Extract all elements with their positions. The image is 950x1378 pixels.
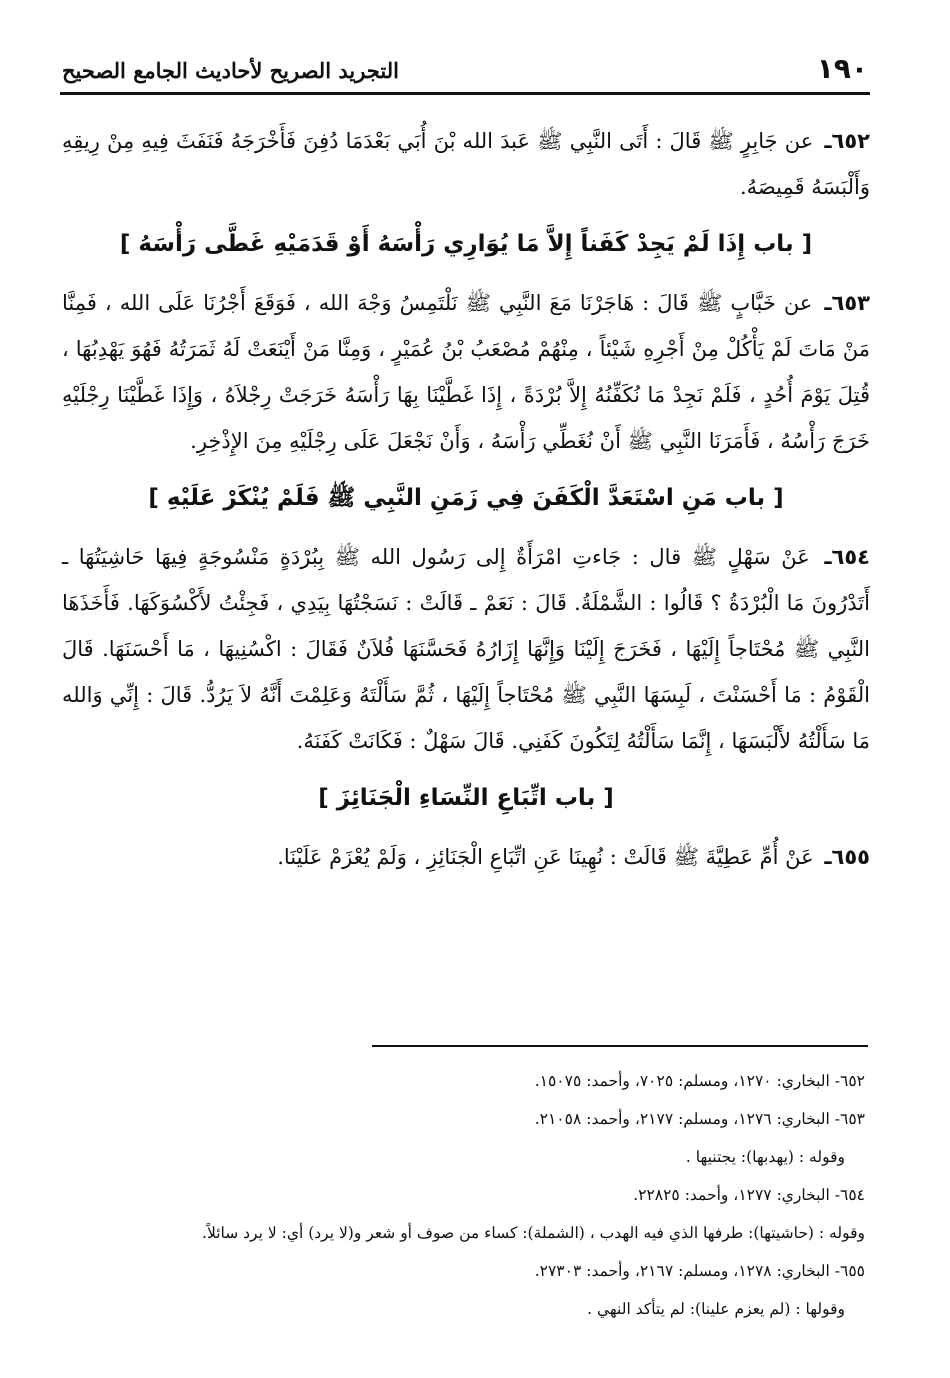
hadith-number: ٦٥٥ـ — [824, 845, 870, 869]
page-number: ١٩٠ — [816, 52, 868, 85]
hadith-655 — [62, 834, 870, 880]
hadith-text: عَنْ أُمِّ عَطِيَّةَ ﷺ قَالَتْ : نُهِينَا عَنِ اتِّبَاعِ الْجَنَائِزِ ، وَلَمْ يُعْزَمْ عَلَيْنَا. — [277, 845, 814, 869]
footnote-item: وقوله : (حاشيتها): طرفها الذي فيه الهدب ، (الشملة): كساء من صوف أو شعر و(لا يرد) أي: لا يرد سائلاً. — [202, 1224, 865, 1242]
hadith-text: عن جَابِرٍ ﷺ قَالَ : أَتَى النَّبِي ﷺ عَبدَ الله بْنَ أُبَي بَعْدَمَا دُفِنَ فَأَخْرَجَهُ فَنَفَثَ فِيهِ مِنْ رِيقِهِ وَأَلْبَسَهُ قَمِيصَهُ. — [62, 129, 870, 199]
page-header — [62, 50, 868, 92]
hadith-number: ٦٥٤ـ — [824, 545, 870, 569]
hadith-652 — [62, 118, 870, 210]
footnote-item: ٦٥٣- البخاري: ١٢٧٦، ومسلم: ٢١٧٧، وأحمد: ٢١٠٥٨. — [534, 1110, 865, 1128]
hadith-text: عَنْ سَهْلٍ ﷺ قال : جَاءتِ امْرَأَةٌ إِلى رَسُول الله ﷺ بِبُرْدَةٍ مَنْسُوجَةٍ فِيهَا حَاشِيَتُهَا ـ أَتَدْرُونَ مَا الْبُرْدَةُ ؟ قَالُوا : الشَّمْلَةُ. قَالَ : نَعَمْ ـ قَالَتْ : نَسَجْتُهَا بِيَدِي ، فَجِئْتُ لأَكْسُوَكَهَا. فَأَخَذَهَا النَّبِي ﷺ مُحْتَاجاً إِلَيْهَا ، فَخَرَجَ إِلَيْنَا وَإِنَّهَا إِزَارُهُ فَحَسَّنَهَا فُلاَنٌ فَقَالَ : اكْسُنِيهَا ، مَا أَحْسَنَهَا. قَالَ الْقَوْمُ : مَا أَحْسَنْتَ ، لَبِسَهَا النَّبِي ﷺ مُحْتَاجاً إِلَيْهَا ، ثُمَّ سَأَلْتَهُ وَعَلِمْتَ أَنَّهُ لاَ يَرُدُّ. قَالَ : إِنِّي وَالله مَا سَأَلْتُهُ لأَلْبَسَهَا ، إِنَّمَا سَأَلْتُهُ لِتَكُونَ كَفَنِي. قَالَ سَهْلٌ : فَكَانَتْ كَفَنَهُ. — [62, 545, 870, 753]
hadith-text: عن خَبَّابٍ ﷺ قَالَ : هَاجَرْنَا مَعَ النَّبِي ﷺ نَلْتَمِسُ وَجْهَ الله ، فَوَقَعَ أَجْرُنَا عَلَى الله ، فَمِنَّا مَنْ مَاتَ لَمْ يَأْكُلْ مِنْ أَجْرِهِ شَيْئاً ، مِنْهُمْ مُصْعَبُ بْنُ عُمَيْرٍ ، وَمِنَّا مَنْ أَيْنَعَتْ لَهُ ثَمَرَتُهُ فَهُوَ يَهْدِبُهَا ، قُتِلَ يَوْمَ أُحُدٍ ، فَلَمْ نَجِدْ مَا نُكَفِّنُهُ إِلاَّ بُرْدَةً ، إِذَا غَطَّيْنَا بِهَا رَأْسَهُ خَرَجَتْ رِجْلاَهُ ، وَإِذَا غَطَّيْنَا رِجْلَيْهِ خَرَجَ رَأْسُهُ ، فَأَمَرَنَا النَّبِي ﷺ أَنْ نُغَطِّي رَأْسَهُ ، وَأَنْ نَجْعَلَ عَلَى رِجْلَيْهِ مِنَ الإِذْخِرِ. — [62, 291, 870, 453]
header-rule — [60, 92, 870, 95]
book-title: التجريد الصريح لأحاديث الجامع الصحيح — [62, 58, 399, 83]
chapter-heading: [ باب إِذَا لَمْ يَجِدْ كَفَناً إِلاَّ مَا يُوَارِي رَأْسَهُ أَوْ قَدَمَيْهِ غَطَّى رَأْسَهُ ] — [119, 231, 813, 257]
footnotes — [62, 1062, 865, 1328]
main-text — [62, 118, 870, 880]
hadith-653 — [62, 280, 870, 464]
hadith-number: ٦٥٣ـ — [824, 291, 870, 315]
footnote-item: ٦٥٢- البخاري: ١٢٧٠، ومسلم: ٧٠٢٥، وأحمد: ١٥٠٧٥. — [534, 1072, 865, 1090]
footnote-item: ٦٥٥- البخاري: ١٢٧٨، ومسلم: ٢١٦٧، وأحمد: ٢٧٣٠٣. — [534, 1262, 865, 1280]
footnote-item: ٦٥٤- البخاري: ١٢٧٧، وأحمد: ٢٢٨٢٥. — [633, 1186, 865, 1204]
footnote-item: وقوله : (يهدبها): يجتنيها . — [685, 1148, 845, 1166]
footnote-item: وقولها : (لم يعزم علينا): لم يتأكد النهي . — [587, 1300, 845, 1318]
chapter-heading: [ باب مَنِ اسْتَعَدَّ الْكَفَنَ فِي زَمَنِ النَّبِي ﷺ فَلَمْ يُنْكَرْ عَلَيْهِ ] — [148, 485, 784, 511]
hadith-654 — [62, 534, 870, 764]
hadith-number: ٦٥٢ـ — [824, 129, 870, 153]
chapter-heading: [ باب اتِّبَاعِ النِّسَاءِ الْجَنَائِزَ ] — [318, 785, 614, 811]
footnote-rule — [372, 1045, 868, 1047]
